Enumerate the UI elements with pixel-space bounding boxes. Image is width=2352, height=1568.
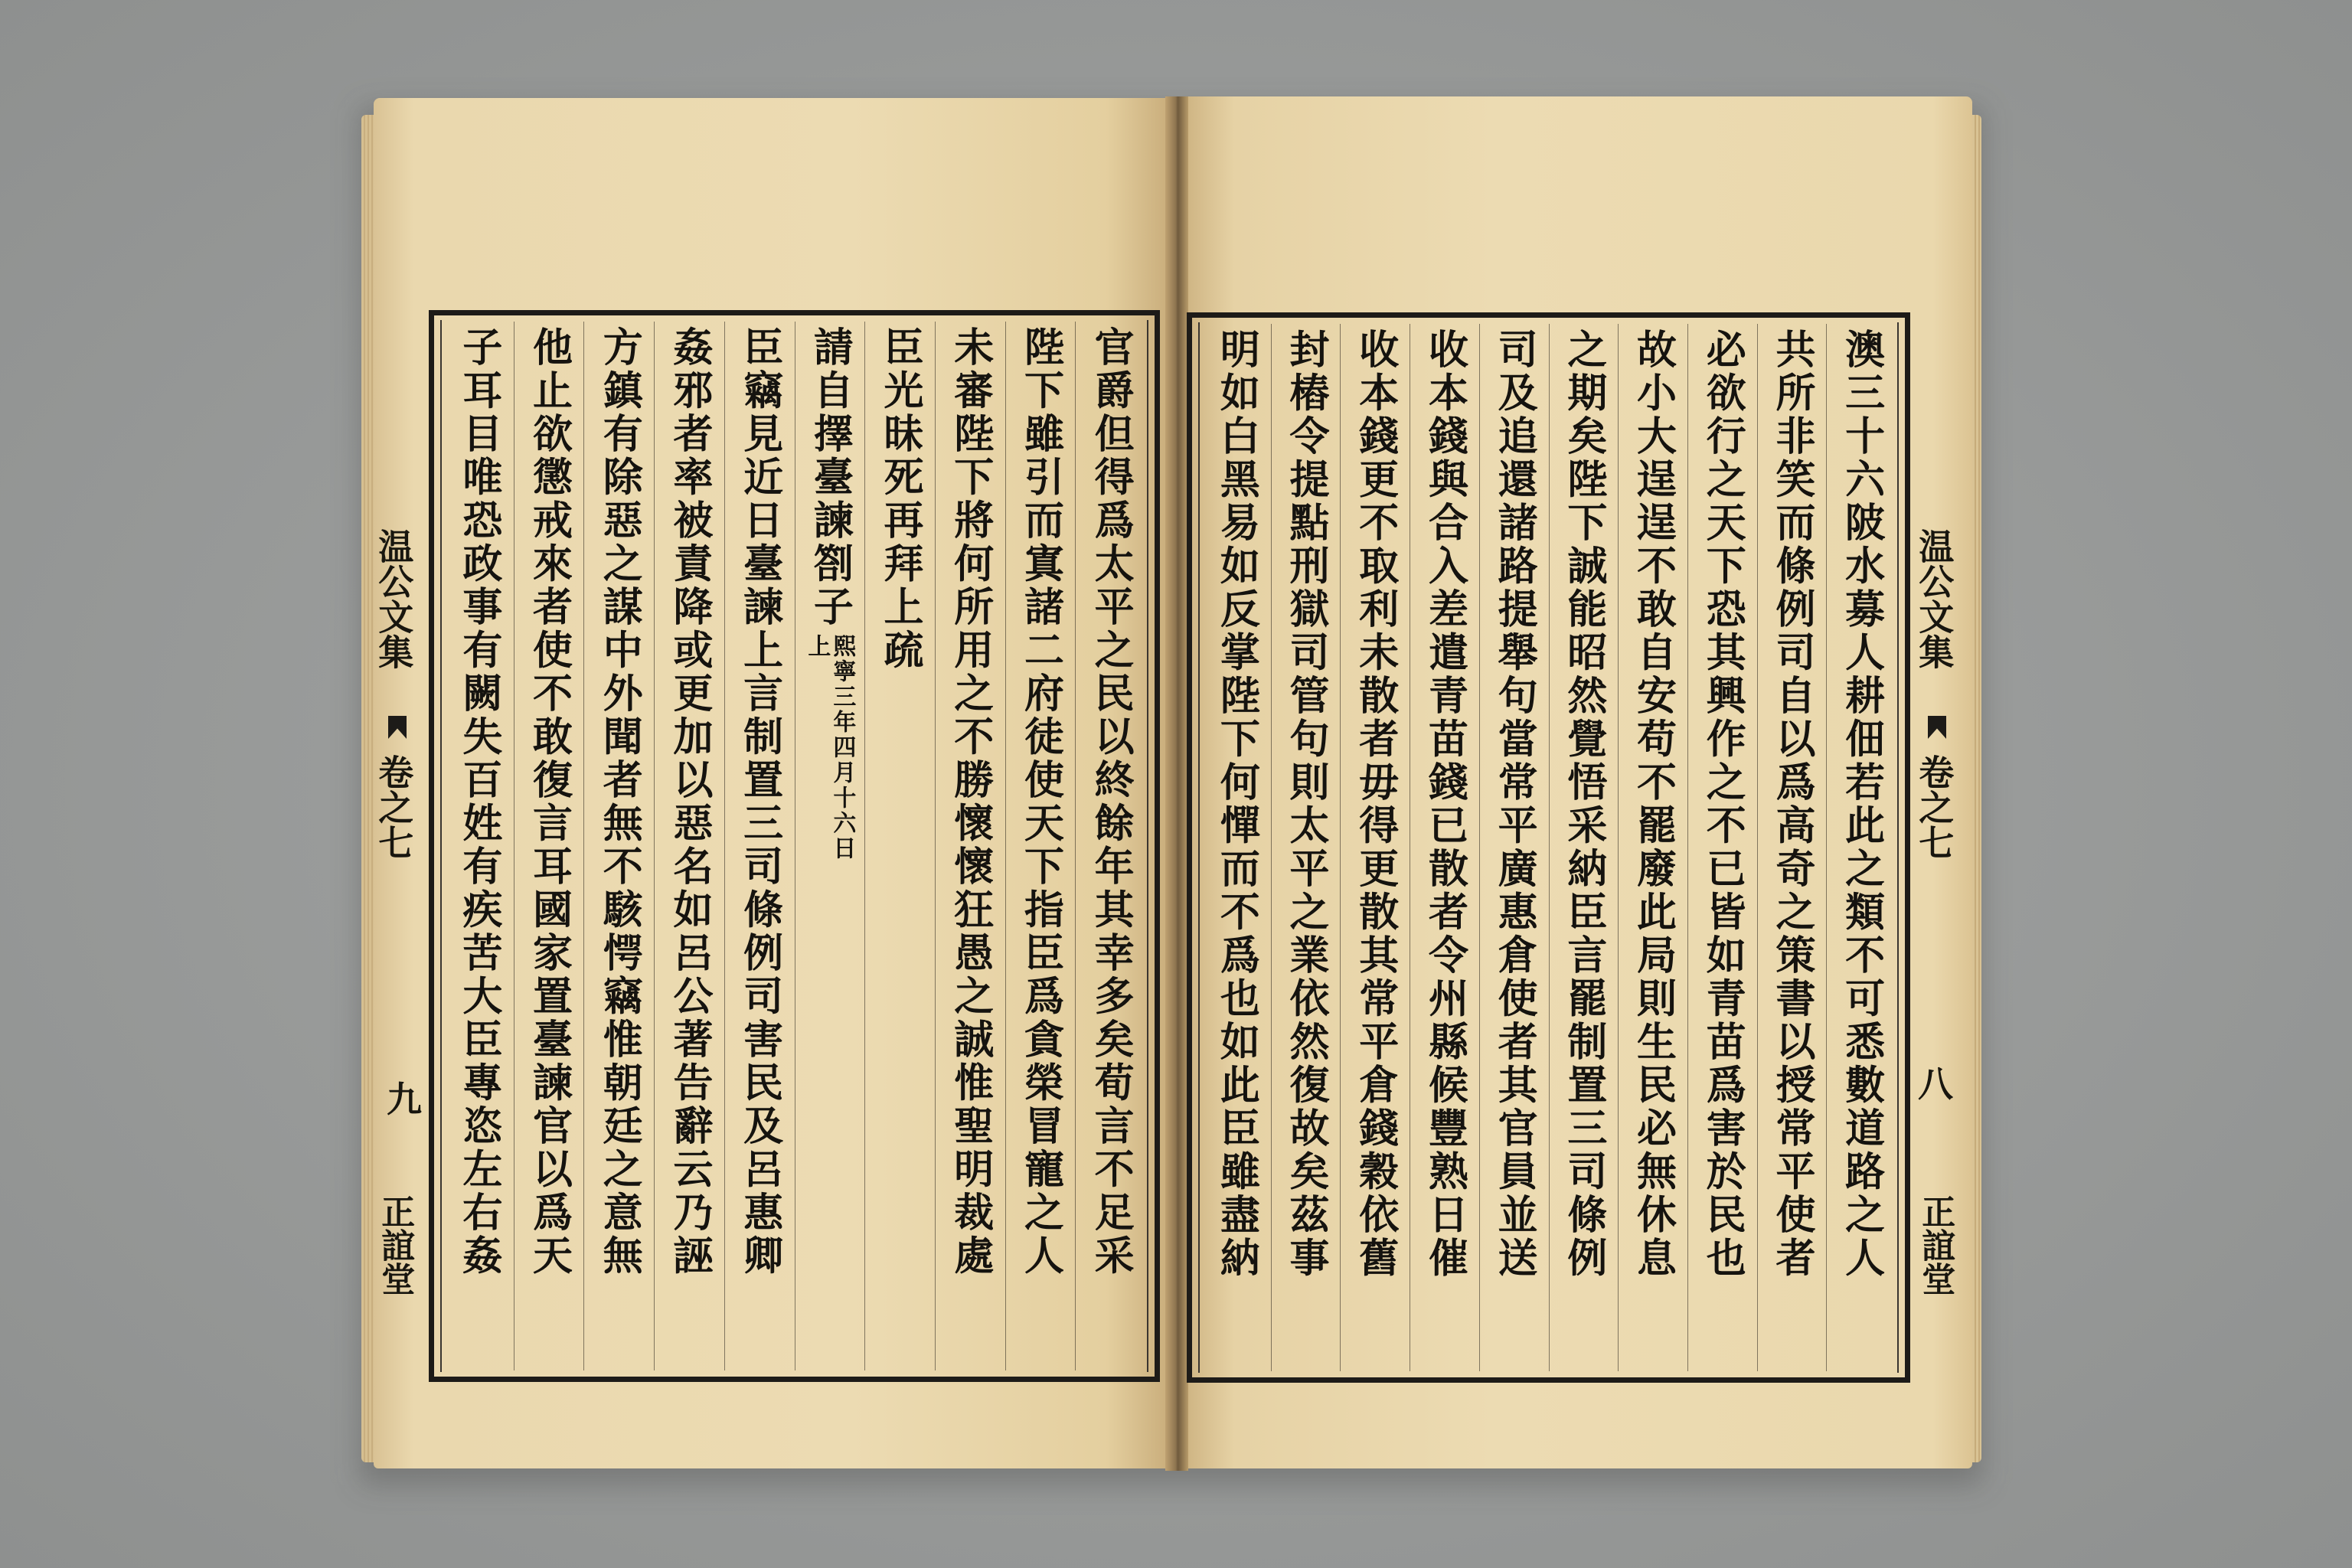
- right-text-column: [1271, 318, 1341, 1377]
- left-column-text: 未審陛下將何所用之不勝懷懷狂愚之誠惟聖明裁處: [946, 326, 994, 1278]
- right-margin-volume: [1913, 754, 1955, 860]
- right-text-column: [1618, 318, 1687, 1377]
- right-column-text: 必欲行之天下恐其興作之不已皆如青苗爲害於民也: [1699, 328, 1746, 1280]
- right-column-text: 收本錢更不取利未散者毋得更散其常平倉錢穀依舊: [1351, 328, 1399, 1280]
- right-text-frame: [1187, 312, 1910, 1383]
- right-column-text: 收本錢與合入差遣青苗錢已散者令州縣候豐熟日催: [1421, 328, 1468, 1280]
- left-margin-title: [373, 528, 415, 669]
- right-margin-title-text: 温公文集: [1913, 528, 1955, 669]
- left-text-column: [1005, 315, 1076, 1377]
- frame-inner-rule: [1147, 320, 1148, 1372]
- left-column-text: 陛下雖引而寘諸二府徒使天下指臣爲貪榮冒寵之人: [1017, 326, 1064, 1278]
- left-margin-volume: [373, 754, 415, 860]
- column-rule: [583, 322, 584, 1370]
- right-text-column: [1687, 318, 1757, 1377]
- right-margin-title: [1913, 528, 1955, 669]
- column-rule: [1687, 324, 1688, 1371]
- left-margin-title-text: 温公文集: [373, 528, 415, 669]
- column-rule: [724, 322, 725, 1370]
- left-text-column: [443, 315, 514, 1377]
- column-rule: [1757, 324, 1758, 1371]
- right-column-text: 故小大逞逞不敢自安苟不罷廢此局則生民必無休息: [1629, 328, 1677, 1280]
- left-column-text: 臣竊見近日臺諫上言制置三司條例司害民及呂惠卿: [736, 326, 783, 1278]
- left-publisher-text: 正誼堂: [375, 1194, 415, 1295]
- left-column-text: 方鎮有除惡之謀中外聞者無不駭愕竊惟朝廷之意無: [596, 326, 643, 1278]
- right-folio-number: 八: [1918, 1063, 1953, 1105]
- right-text-column: [1340, 318, 1410, 1377]
- right-text-column: [1826, 318, 1896, 1377]
- right-column-text: 明如白黑易如反掌陛下何憚而不爲也如此臣雖盡納: [1213, 328, 1260, 1280]
- book-gutter: [1165, 96, 1188, 1471]
- right-text-column: [1757, 318, 1827, 1377]
- right-text-column: [1201, 318, 1271, 1377]
- left-text-column: [864, 315, 935, 1377]
- column-rule: [1340, 324, 1341, 1371]
- right-margin-volume-text: 卷之七: [1913, 754, 1955, 860]
- right-column-text: 共所非笑而條例司自以爲高奇之策書以授常平使者: [1768, 328, 1815, 1280]
- frame-inner-rule: [440, 320, 442, 1372]
- right-column-text: 封樁令提點刑獄司管句則太平之業依然復故矣茲事: [1282, 328, 1330, 1280]
- column-rule: [864, 322, 865, 1370]
- left-column-text: 臣光昧死再拜上疏: [877, 326, 924, 672]
- right-column-text: 之期矣陛下誠能昭然覺悟采納臣言罷制置三司條例: [1560, 328, 1607, 1280]
- column-rule: [1075, 322, 1076, 1370]
- right-column-text: 司及追還諸路提舉句當常平廣惠倉使者其官員並送: [1491, 328, 1538, 1280]
- right-text-column: [1479, 318, 1549, 1377]
- right-column-text: 澳三十六陂水募人耕佃若此之類不可悉數道路之人: [1838, 328, 1885, 1280]
- left-text-column: [583, 315, 654, 1377]
- left-text-column: [654, 315, 724, 1377]
- left-text-frame: [429, 310, 1160, 1382]
- column-rule: [1618, 324, 1619, 1371]
- frame-inner-rule: [1198, 322, 1200, 1373]
- right-publisher-text: 正誼堂: [1916, 1194, 1955, 1295]
- left-column-note: 熙寧三年四月十六日上: [803, 633, 856, 861]
- right-text-column: [1410, 318, 1479, 1377]
- right-publisher: [1916, 1194, 1955, 1295]
- left-text-column: [514, 315, 584, 1377]
- column-rule: [1826, 324, 1827, 1371]
- left-margin-volume-text: 卷之七: [373, 754, 415, 860]
- column-rule: [1271, 324, 1272, 1371]
- left-column-text: 他止欲懲戒來者使不敢復言耳國家置臺諫官以爲天: [525, 326, 573, 1278]
- column-rule: [654, 322, 655, 1370]
- column-rule: [1005, 322, 1006, 1370]
- column-rule: [1549, 324, 1550, 1371]
- right-text-column: [1549, 318, 1619, 1377]
- column-rule: [1479, 324, 1480, 1371]
- left-publisher: [375, 1194, 415, 1295]
- left-column-text: 官爵但得爲太平之民以終餘年其幸多矣荀言不足采: [1087, 326, 1135, 1278]
- left-folio-number: 九: [387, 1079, 422, 1120]
- frame-inner-rule: [1897, 322, 1899, 1373]
- left-column-text: 子耳目唯恐政事有闕失百姓有疾苦大臣專恣左右姦: [455, 326, 502, 1278]
- left-column-text: 請自擇臺諫劄子: [806, 326, 854, 629]
- left-text-column: [1075, 315, 1145, 1377]
- left-text-column: [795, 315, 865, 1377]
- left-text-column: [724, 315, 795, 1377]
- column-rule: [935, 322, 936, 1370]
- left-column-text: 姦邪者率被責降或更加以惡名如呂公著告辭云乃誣: [665, 326, 713, 1278]
- left-text-column: [935, 315, 1005, 1377]
